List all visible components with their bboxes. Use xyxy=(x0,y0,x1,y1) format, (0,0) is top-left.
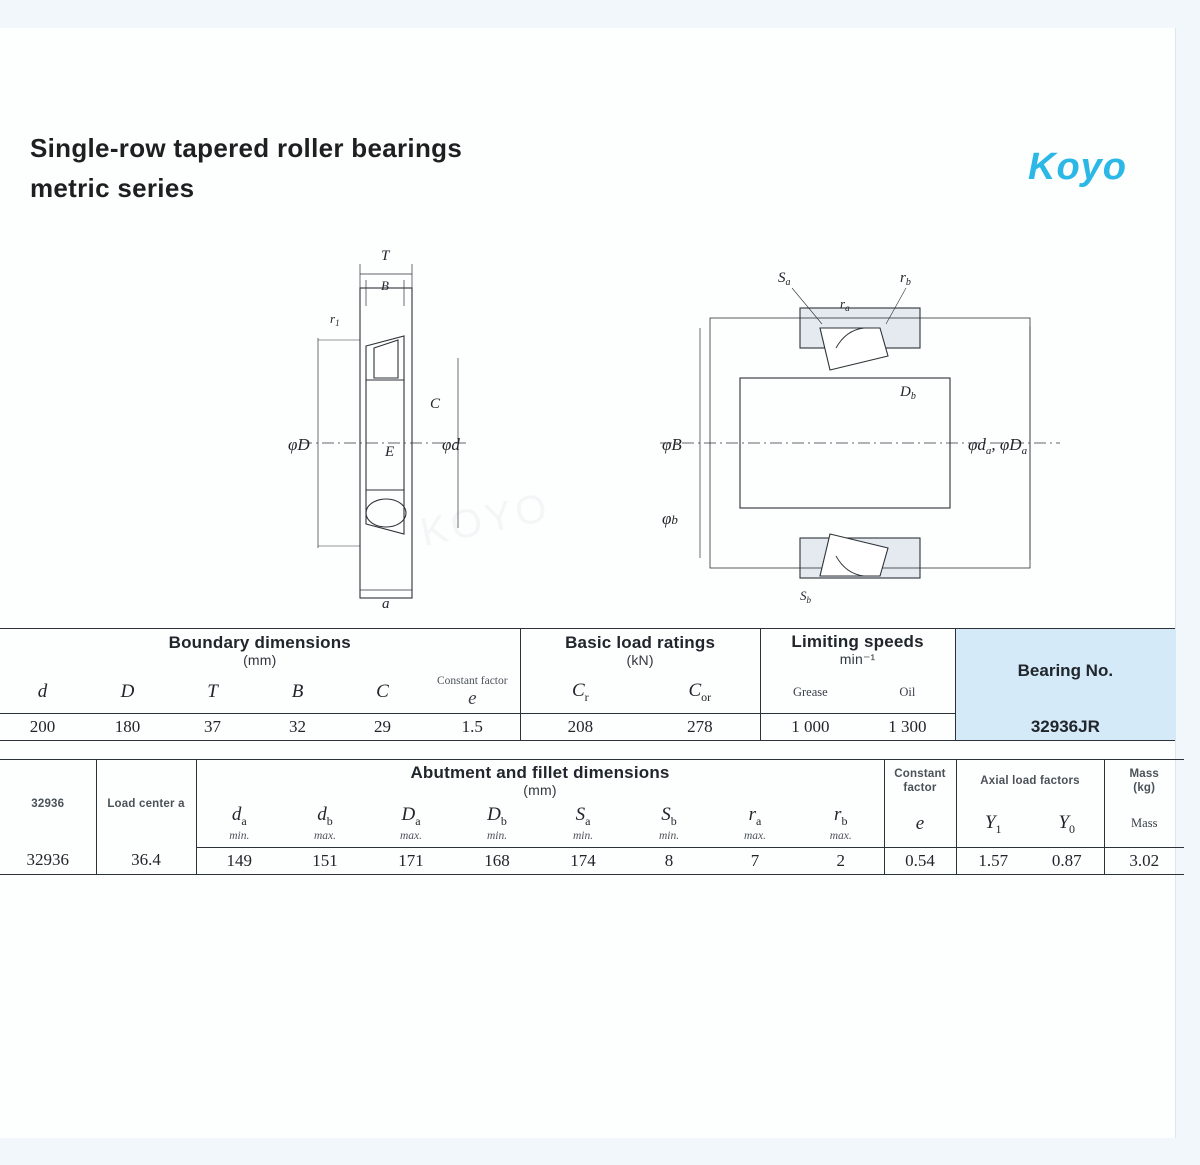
cell-B: 32 xyxy=(255,714,340,741)
cell-Db: 168 xyxy=(454,847,540,874)
svg-text:a: a xyxy=(382,596,390,612)
col-Cor: $C_{or}$ xyxy=(640,671,760,714)
group-load-center: Load center a xyxy=(96,760,196,847)
table1-group-header-row xyxy=(0,629,1175,672)
cell-da: 149 xyxy=(196,847,282,874)
col-Y1: $Y_1$ xyxy=(956,801,1030,847)
col-T: T xyxy=(170,671,255,714)
col-D: D xyxy=(85,671,170,714)
svg-text:φb: φb xyxy=(662,509,678,528)
drawing-svg xyxy=(0,228,1175,628)
cell-T: 37 xyxy=(170,714,255,741)
page-title-line1: Single-row tapered roller bearings xyxy=(30,133,463,163)
svg-text:T: T xyxy=(381,248,390,264)
col-Cr: $C_r$ xyxy=(520,671,640,714)
cell-bearing-no: 32936JR xyxy=(955,714,1175,741)
boundary-dimensions-table xyxy=(0,628,1175,741)
col-d: d xyxy=(0,671,85,714)
group-constant-factor-2: Constant factor xyxy=(884,760,956,802)
col-B: B xyxy=(255,671,340,714)
catalog-sheet xyxy=(0,28,1176,1138)
svg-text:E: E xyxy=(385,444,395,460)
cell-db: 151 xyxy=(282,847,368,874)
group-mounting-dimensions: Abutment and fillet dimensions (mm) xyxy=(196,760,884,802)
cell-Da: 171 xyxy=(368,847,454,874)
col-Db: $D_b$ min. xyxy=(454,801,540,847)
mounting-dimensions-table xyxy=(0,759,1184,874)
group-limiting-speeds: Limiting speeds min⁻¹ xyxy=(760,629,955,672)
cell-D: 180 xyxy=(85,714,170,741)
cell-e-2: 0.54 xyxy=(884,847,956,874)
group-boundary-dimensions: Boundary dimensions (mm) xyxy=(0,629,520,672)
cell-grease: 1 000 xyxy=(760,714,860,741)
col-oil: Oil xyxy=(860,671,955,714)
cell-load-center: 36.4 xyxy=(96,847,196,874)
col-Sa: $S_a$ min. xyxy=(540,801,626,847)
cell-Sb: 8 xyxy=(626,847,712,874)
group-mass: Mass (kg) xyxy=(1104,760,1184,802)
svg-text:ra: $r_a$ xyxy=(840,296,850,313)
watermark: KOYO xyxy=(416,484,555,556)
col-Sb: $S_b$ min. xyxy=(626,801,712,847)
group-load-ratings: Basic load ratings (kN) xyxy=(520,629,760,672)
table2-group-header-row xyxy=(0,760,1184,802)
col-mass: Mass xyxy=(1104,801,1184,847)
col-grease: Grease xyxy=(760,671,860,714)
cell-Cr: 208 xyxy=(520,714,640,741)
col-rb: $r_b$ max. xyxy=(798,801,884,847)
group-axial-load-factors: Axial load factors xyxy=(956,760,1104,802)
page-title-line2: metric series xyxy=(30,173,195,204)
group-bearing-no-2: 32936 xyxy=(0,760,96,847)
cell-C: 29 xyxy=(340,714,425,741)
svg-text:B: B xyxy=(381,278,389,293)
svg-text:Sa: $S_a$ xyxy=(778,270,791,288)
col-constant-factor: Constant factor e xyxy=(425,671,520,714)
cell-mass: 3.02 xyxy=(1104,847,1184,874)
col-da: $d_a$ min. xyxy=(196,801,282,847)
cell-Y0: 0.87 xyxy=(1030,847,1104,874)
svg-text:r1: $r_1$ xyxy=(330,311,340,328)
group-bearing-no: Bearing No. xyxy=(955,629,1175,714)
svg-text:φB: φB xyxy=(662,435,682,454)
cell-e: 1.5 xyxy=(425,714,520,741)
col-Y0: $Y_0$ xyxy=(1030,801,1104,847)
col-C: C xyxy=(340,671,425,714)
technical-drawings xyxy=(0,228,1175,628)
page-title xyxy=(30,128,710,209)
col-db: $d_b$ max. xyxy=(282,801,368,847)
cell-Y1: 1.57 xyxy=(956,847,1030,874)
svg-text:Db: $D_b$ xyxy=(900,384,916,402)
brand-logo: Koyo xyxy=(1028,146,1127,188)
col-e-2: e xyxy=(884,801,956,847)
cell-rb: 2 xyxy=(798,847,884,874)
svg-text:φD: φD xyxy=(288,435,310,454)
svg-text:Sb: $S_b$ xyxy=(800,588,811,605)
spec-tables xyxy=(0,628,1175,875)
col-ra: $r_a$ max. xyxy=(712,801,798,847)
svg-text:rb: $r_b$ xyxy=(900,270,911,288)
svg-text:φd: φd xyxy=(442,435,460,454)
col-Da: $D_a$ max. xyxy=(368,801,454,847)
cell-d: 200 xyxy=(0,714,85,741)
cell-bearing-no-2: 32936 xyxy=(0,847,96,874)
cell-oil: 1 300 xyxy=(860,714,955,741)
cell-ra: 7 xyxy=(712,847,798,874)
svg-text:C: C xyxy=(430,396,441,412)
table-row xyxy=(0,847,1184,874)
cell-Cor: 278 xyxy=(640,714,760,741)
svg-text:φda, φDa: $\varphi d_a$, $\varphi D_a$ xyxy=(968,435,1028,457)
table-row xyxy=(0,714,1175,741)
cell-Sa: 174 xyxy=(540,847,626,874)
